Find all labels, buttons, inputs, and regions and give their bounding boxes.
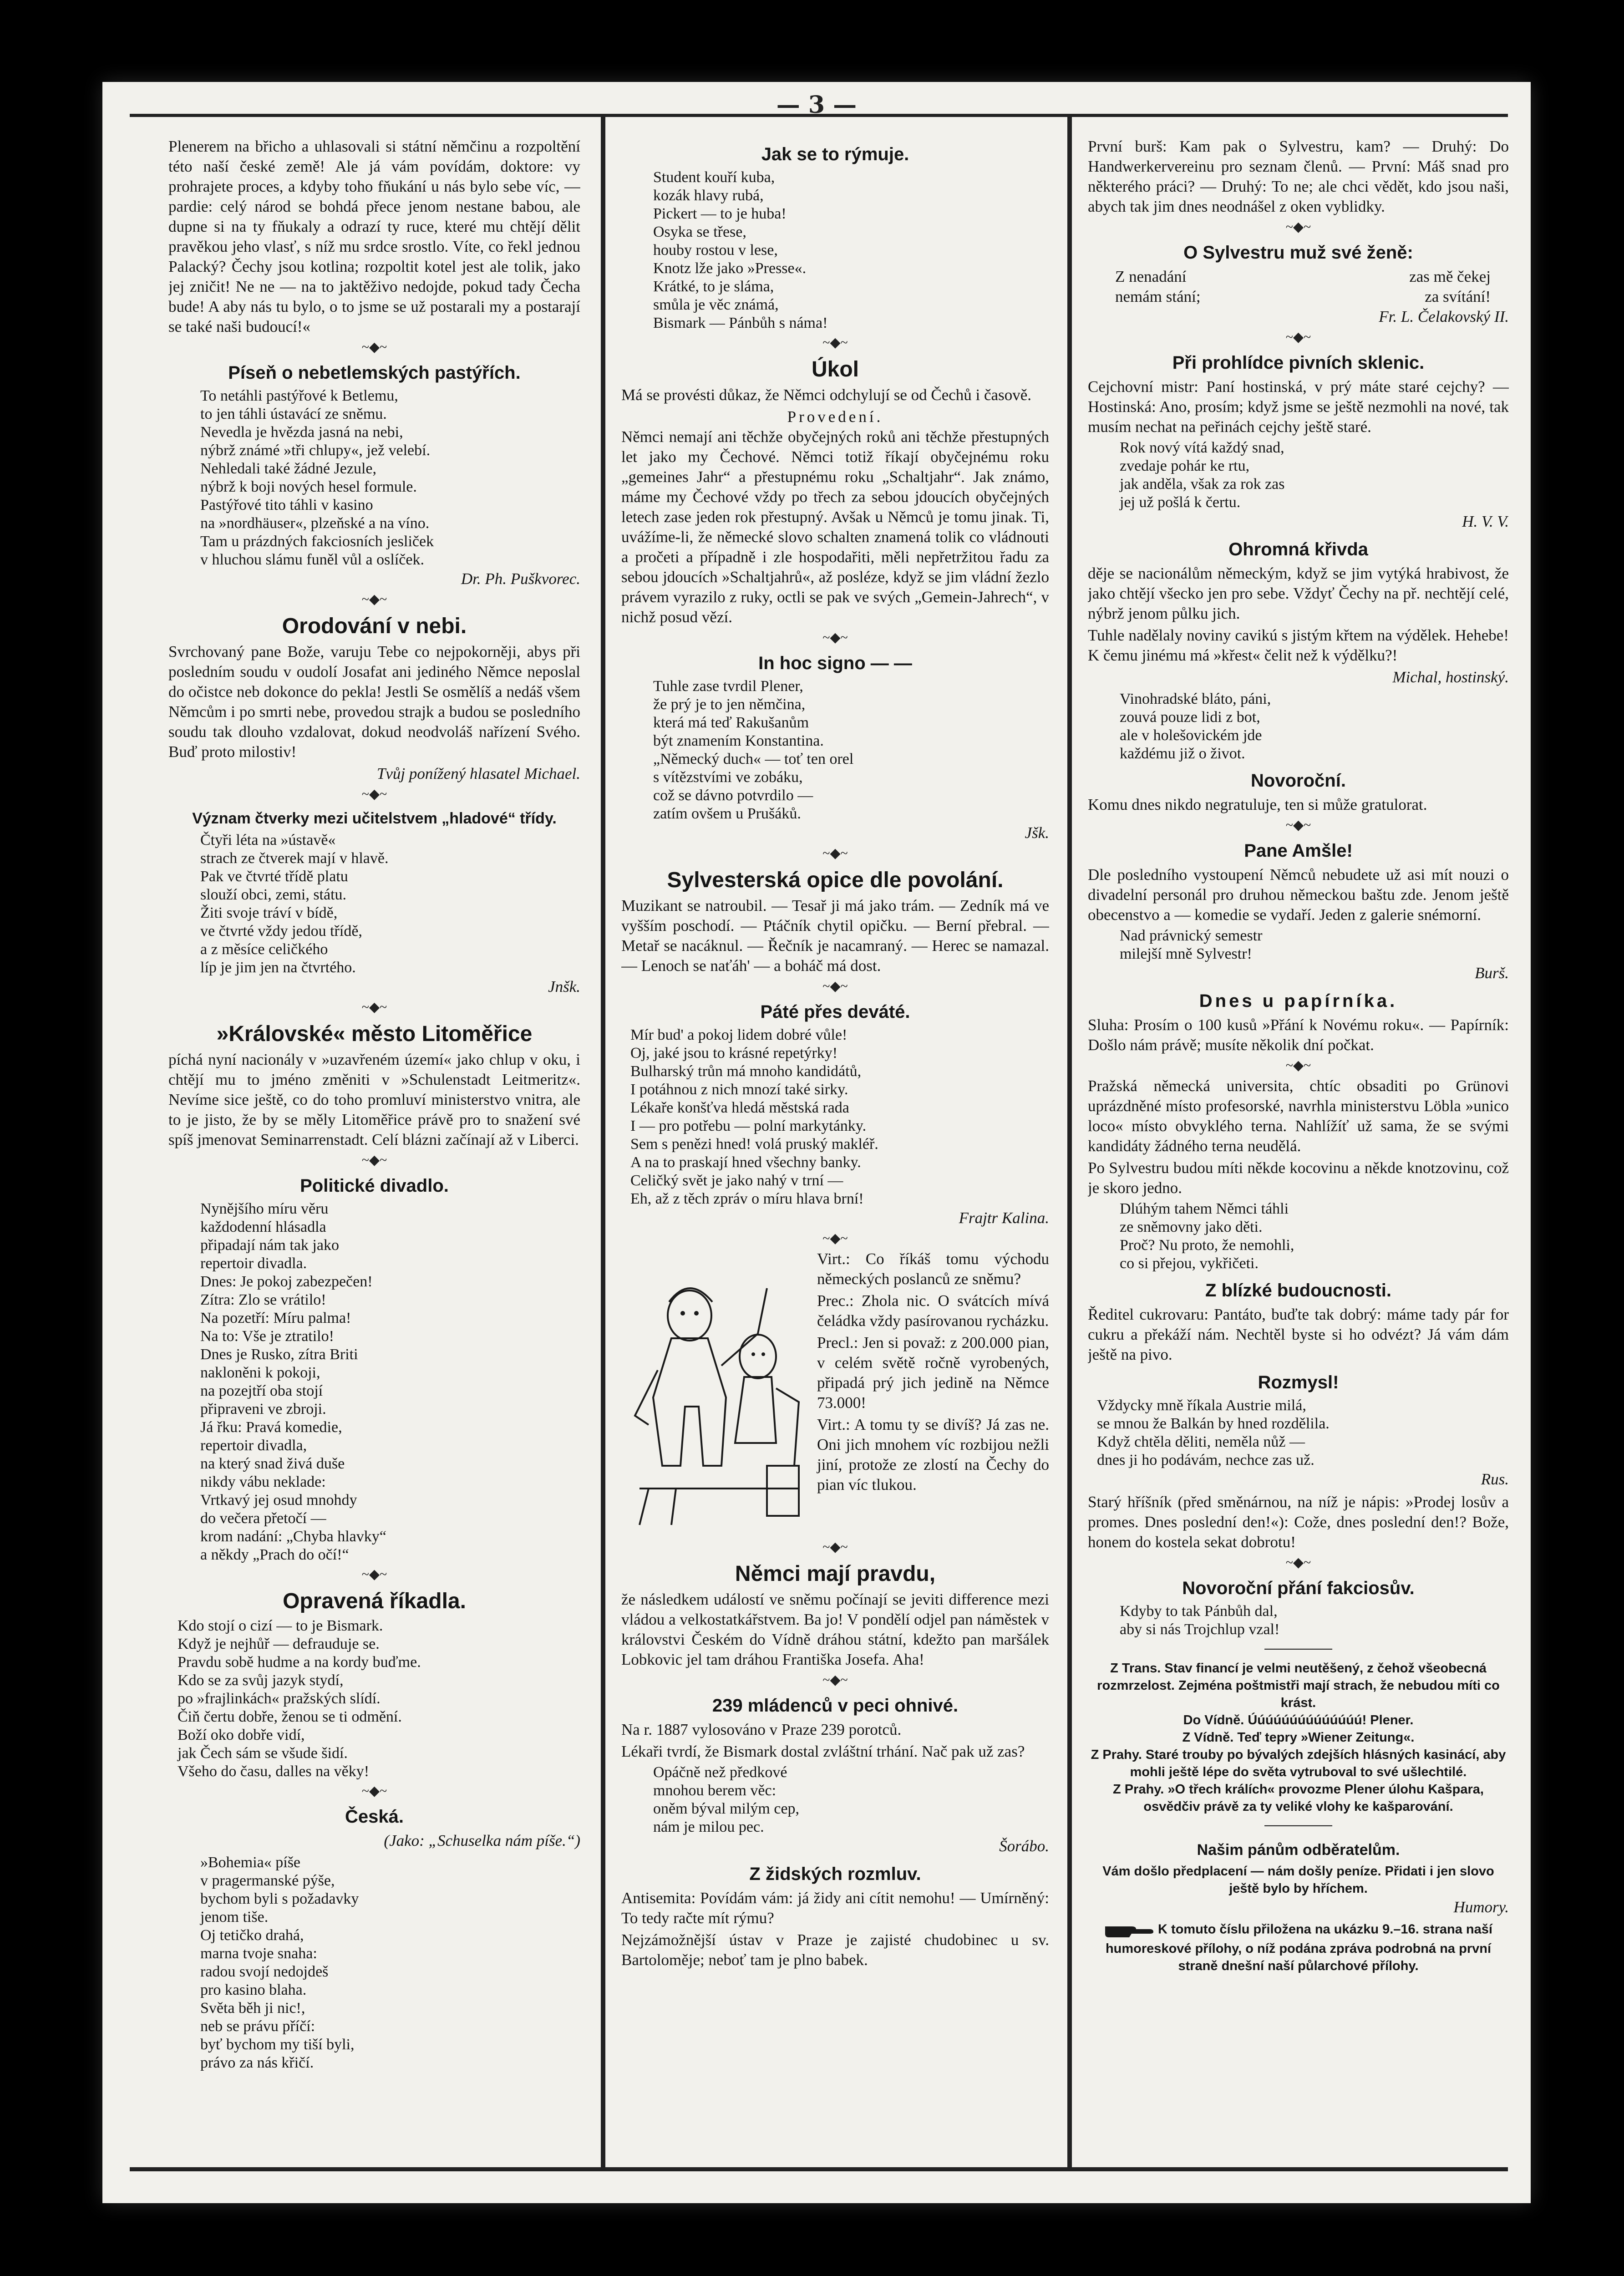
section-text: Pražská německá universita, chtíc obsaditi po Grünovi uprázdněné místo profesorské, navrhla ministerstvu Löbla »unico loco« místo obvyklého terna. Nahlížíť už sama, že se svými kandidáty žádného terna neudělá. (1088, 1077, 1509, 1155)
column-rule-2 (1067, 114, 1072, 2171)
section-title: Novoroční. (1251, 771, 1346, 791)
section-title: Páté přes deváté. (760, 1002, 910, 1022)
signature: Tvůj ponížený hlasatel Michael. (376, 765, 580, 782)
dialogue-line: Virt.: A tomu ty se divíš? Já zas ne. Oni jich mnohem víc rozbijou nežli jiní, protože ze zlostí na Čechy do pian víc tlukou. (817, 1416, 1049, 1494)
section-text: Cejchovní mistr: Paní hostinská, v prý máte staré cejchy? — Hostinská: Ano, prosím; když jsme se ještě nezmohli na nové, tak musím nechat na peřinách cejchy ještě staré. (1088, 378, 1509, 436)
intro-text: Plenerem na břicho a uhlasovali si státní němčinu a rozpoltění této naší české země! Ale já vám povídám, doktore: vy prohrajete proces, a kdyby toho fňukání u nás bylo sebe víc, — pardie: celý národ se bohdá přece jenom nestane babou, ale dupne si na ty fňukaly a odrazí ty ruce, které mu chtějí dělit pravěkou jeho vlasť, s níž mu srdce srostlo. Víte, co řekl jednou Palacký? Čechy jsou kotlina; rozpoltit kotel jest ale tolik, jako jej zničit! Ne ne — na to jaktěživo nedojde, pokud tady Čecha bude! A aby nás tu bylo, o to jsme se už postarali my a postarají se také naši budoucí!« (168, 137, 580, 335)
section-title: Úkol (811, 357, 859, 381)
signature: Frajtr Kalina. (959, 1209, 1049, 1227)
section-title: Z blízké budoucnosti. (1205, 1280, 1391, 1301)
section-text: Na r. 1887 vylosováno v Praze 239 porotců. (621, 1721, 902, 1738)
signature: Humory. (1453, 1898, 1509, 1916)
ornament-divider: ~◆~ (822, 1539, 848, 1555)
pointing-hand-icon (1104, 1920, 1154, 1940)
section-title: Význam čtverky mezi učitelstvem „hladové“ třídy. (192, 810, 557, 827)
news-item: Do Vídně. Úúúúúúúúúúúúúú! Plener. (1183, 1713, 1414, 1727)
news-item: Z Prahy. »O třech králích« provozme Plener úlohu Kašpara, osvědčiv právě za ty veliké vlohy ke kašparování. (1113, 1782, 1484, 1814)
dialogue-text: První burš: Kam pak o Sylvestru, kam? — Druhý: Do Handwerkervereinu pro seznam členů. — První: Máš snad pro některého práci? — Druhý: To ne; ale chci vědět, kdo jsou naši, abych tak jim dnes neodnášel z oken vyblidky. (1088, 137, 1509, 215)
section-title: Politické divadlo. (300, 1176, 449, 1196)
supplement-notice (1088, 1920, 1509, 1975)
section-text: píchá nyní nacionály v »uzavřeném území« jako chlup v oku, i chtějí mu to jméno změniti v »Schulenstadt Leitmeritz«. Nevíme sice ještě, co do toho promluví ministerstvo vnitra, ale to je jisto, že by se měly Litoměřice právě pro to snažení své spíš jmenovat Seminarrenstadt. Celí blázni začínají až v Liberci. (168, 1051, 580, 1148)
section-title: Novoroční přání fakciosův. (1182, 1578, 1415, 1598)
page-number: — 3 — (776, 91, 857, 119)
section-title: Píseň o nebetlemských pastýřích. (228, 363, 521, 383)
poem: Čtyři léta na »ústavě« strach ze čtverek mají v hlavě. Pak ve čtvrté třídě platu slouží obci, zemi, státu. Žiti svoje tráví v bídě, ve čtvrté vždy jedou třídě, a z měsíce celičkého líp je jim jen na čtvrtého. (200, 832, 389, 976)
poem-line: nemám stání; (1115, 288, 1201, 305)
poem: Opáčně než předkové mnohou berem věc: oněm býval milým cep, nám je milou pec. (653, 1764, 800, 1835)
ornament-divider: ~◆~ (361, 787, 387, 802)
poem: Nad právnický semestr milejší mně Sylvestr! (1120, 927, 1263, 962)
subheading: Provedení. (787, 408, 883, 426)
section-text: děje se nacionálům německým, když se jim vytýká hrabivost, že jako chtějí všecko jen pro sebe. Vždyť Čechy na př. nechtějí celé, nýbrž jenom půlku jich. (1088, 564, 1509, 622)
section-title: O Sylvestru muž své ženě: (1183, 243, 1413, 263)
section-title: Našim pánům odběratelům. (1197, 1841, 1400, 1859)
signature: H. V. V. (1462, 513, 1509, 530)
ornament-divider: ─────── (1264, 1641, 1332, 1656)
signature: Fr. L. Čelakovský II. (1379, 308, 1509, 325)
section-text: Po Sylvestru budou míti někde kocovinu a někde knotzovinu, což je skoro jedno. (1088, 1159, 1509, 1197)
section-title: Opravená říkadla. (283, 1589, 466, 1613)
section-text: Ředitel cukrovaru: Pantáto, buďte tak dobrý: máme tady pár for cukru a překáží nám. Nechtěl byste si ho odvézt? Já vám dám ještě na pivo. (1088, 1306, 1509, 1363)
signature: Šorábo. (999, 1837, 1049, 1855)
section-title: Dnes u papírníka. (1199, 991, 1398, 1011)
section-text: Muzikant se natroubil. — Tesař ji má jako trám. — Zedník má ve vyšším poschodí. — Ptáčník chytil opičku. — Berní přebral. — Metař se nacáknul. — Řečník je nacamraný. — Herec se namazal. — Lenoch se naťáh' — a boháč má dost. (621, 897, 1049, 975)
column-rule-1 (601, 114, 605, 2171)
dialogue-line: Precl.: Jen si považ: z 200.000 pian, v celém světě ročně vyrobených, připadá prý jich jedině na Němce 73.000! (817, 1334, 1049, 1412)
poem: Student kouří kuba, kozák hlavy rubá, Pickert — to je huba! Osyka se třese, houby rostou v lese, Knotz lže jako »Presse«. Krátké, to je sláma, smůla je věc známá, Bismark — Pánbůh s náma! (653, 169, 828, 331)
ornament-divider: ~◆~ (822, 979, 848, 994)
cartoon-illustration (621, 1252, 808, 1534)
news-item: Z Vídně. Teď tepry »Wiener Zeitung«. (1182, 1730, 1415, 1745)
illustrated-dialogue (621, 1249, 1049, 1537)
poem: Mír bud' a pokoj lidem dobré vůle! Oj, jaké jsou to krásné repetýrky! Bulharský trůn má mnoho kandidátů, I potáhnou z nich mnozí také sirky. Lékaře konšťva hledá městská rada I — pro potřebu — polní markytánky. Sem s penězi hned! volá pruský makléř. A na to praskají hned všechny banky. Celičký svět je jako nahý v trní — Eh, až z těch zpráv o míru hlava brní! (630, 1026, 878, 1207)
poem: »Bohemia« píše v pragermanské pýše, bychom byli s požadavky jenom tiše. Oj tetičko drahá, marna tvoje snaha: radou svojí nedojdeš pro kasino blaha. Světa běh ji nic!, neb se právu příčí: byť bychom my tiší byli, právo za nás křičí. (200, 1854, 359, 2071)
section-text: Tuhle nadělaly noviny cavikú s jistým křtem na výdělek. Hehebe! K čemu jinému má »křest« čelit než k výdělku?! (1088, 626, 1509, 664)
section-text: Má se provésti důkaz, že Němci odchylují se od Čechů i časově. (621, 386, 1031, 404)
dialogue-line: Prec.: Zhola nic. O svátcích mívá čeládka vždy pasírovanou rycházku. (817, 1292, 1049, 1330)
supplement-text: K tomuto číslu přiložena na ukázku 9.–16. strana naší humoreskové přílohy, o níž podána zpráva podrobná na první straně dnešní naší půlarchové přílohy. (1105, 1922, 1492, 1973)
ornament-divider: ~◆~ (822, 335, 848, 350)
signature: Jnšk. (548, 978, 580, 996)
section-title: Němci mají pravdu, (735, 1562, 936, 1586)
section-text: Němci nemají ani těchže obyčejných roků ani těchže přestupných let jako my Čechové. Němci totiž říkají obyčejnému roku „gemeines Jahr“ a přestupnému roku „Schaltjahr“. Jak známo, máme my Čechové vždy po třech za sebou jdoucích obyčejných letech zase jeden rok přestupný. Avšak u Němců je tomu jinak. Ti, uvážíme-li, že německé slovo schalten znamená tolik co vládnouti a pročeti a případně i zle hospodařiti, měli nepřetržitou řadu za sebou jdoucích »Schaltjahrů«, až posléze, když se jim vládní žezlo právem vyrazilo z ruky, octli se pak ve svých „Gemein-Jahrech“, v nichž posud vězí. (621, 428, 1049, 626)
ornament-divider: ~◆~ (361, 340, 387, 355)
poem: Vždycky mně říkala Austrie milá, se mnou že Balkán by hned rozdělila. Když chtěla děliti, neměla nůž — dnes ji ho podávám, nechce zas už. (1097, 1397, 1330, 1468)
section-text: Starý hříšník (před směnárnou, na níž je nápis: »Prodej losův a promes. Dnes poslední den!«): Cože, dnes poslední den!? Bože, honem do kostela sekat dobrotu! (1088, 1493, 1509, 1551)
section-title: Při prohlídce pivních sklenic. (1172, 353, 1425, 373)
section-text: Nejzámožnější ústav v Praze je zajisté chudobinec u sv. Bartoloměje; neboť tam je plno babek. (621, 1931, 1049, 1969)
section-title: Jak se to rýmuje. (761, 144, 909, 164)
section-text: Komu dnes nikdo negratuluje, ten si může gratulorat. (1088, 796, 1427, 813)
section-text: Svrchovaný pane Bože, varuju Tebe co nejpokorněji, abys při posledním soudu v oudolí Josafat ani jediného Němce neposlal do očistce neb dokonce do pekla! Jestli Se osmělíš a nedáš všem Němcům i po smrti nebe, provedou strajk a budou se posledního soudu tak dlouho vzdalovat, dokud neodvoláš nařízení Svého. Buď proto milostiv! (168, 643, 580, 761)
poem-line: Z nenadání (1115, 268, 1187, 285)
section-text: Dle posledního vystoupení Němců nebudete už asi mít nouzi o divadelní personál pro druhou německou baštu zde. Jenom ještě obecenstvo a — komedie se vydaří. Jeden z galerie snémorní. (1088, 866, 1509, 924)
ornament-divider: ~◆~ (1285, 1555, 1311, 1570)
section-title: Sylvesterská opice dle povolání. (667, 868, 1004, 892)
note: (Jako: „Schuselka nám píše.“) (384, 1832, 580, 1849)
section-title: »Královské« město Litoměřice (216, 1022, 533, 1046)
news-item: Z Trans. Stav financí je velmi neutěšený, z čehož všeobecná rozmrzelost. Zejména poštmistři mají strach, že nebudou míti co krást. (1097, 1661, 1500, 1710)
signature: Dr. Ph. Puškvorec. (461, 570, 580, 588)
column-1 (168, 137, 580, 2072)
signature: Michal, hostinský. (1392, 668, 1509, 686)
poem: To netáhli pastýřové k Betlemu, to jen táhli ústavácí ze sněmu. Nevedla je hvězda jasná na nebi, nýbrž známé »tři chlupy«, jež velebí. Nehledali také žádné Jezule, nýbrž k boji nových hesel formule. Pastýřové tito táhli v kasino na »nordhäuser«, plzeňské a na víno. Tam u prázdných fakciosních jesliček v hluchou slámu funěl vůl a oslíček. (200, 387, 434, 568)
section-text: že následkem událostí ve sněmu počínají se jeviti difference mezi vládou a velkostatkářstvem. Ba jo! V pondělí odjel pan náměstek v královstvi Českém do Vídně dráhou státní, kdežto pan maršálek Lobkovic jel tam dráhou Františka Josefa. Aha! (621, 1590, 1049, 1668)
ornament-divider: ~◆~ (1285, 818, 1311, 833)
poem-line: zas mě čekej (1409, 268, 1491, 285)
ornament-divider: ~◆~ (361, 592, 387, 607)
section-text: Lékaři tvrdí, že Bismark dostal zvláštní trhání. Nač pak už zas? (621, 1743, 1025, 1760)
ornament-divider: ~◆~ (361, 1000, 387, 1015)
section-title: Z židských rozmluv. (749, 1864, 921, 1884)
newspaper-page (102, 82, 1531, 2203)
poem: Kdo stojí o cizí — to je Bismark. Když je nejhůř — defrauduje se. Pravdu sobě hudme a na kordy buďme. Kdo se za svůj jazyk stydí, po »frajlinkách« pražských slídí. Čiň čertu dobře, ženou se ti odmění. Boží oko dobře vidí, jak Čech sám se všude šidí. Všeho do času, dalles na věky! (178, 1617, 421, 1780)
section-title: In hoc signo — — (758, 653, 912, 673)
signature: Rus. (1481, 1470, 1509, 1488)
ornament-divider: ~◆~ (361, 1567, 387, 1582)
signature: Burš. (1475, 964, 1509, 982)
column-2 (621, 137, 1049, 1972)
ornament-divider: ~◆~ (1285, 1058, 1311, 1073)
section-title: Česká. (345, 1807, 404, 1827)
section-title: Ohromná křivda (1228, 539, 1368, 559)
poem: Vinohradské bláto, páni, zouvá pouze lidi z bot, ale v holešovickém jde každému již o život. (1120, 691, 1271, 762)
ornament-divider: ~◆~ (822, 846, 848, 861)
ornament-divider: ~◆~ (1285, 219, 1311, 234)
poem-row (1088, 287, 1509, 307)
ornament-divider: ~◆~ (822, 630, 848, 645)
ornament-divider: ~◆~ (822, 1231, 848, 1246)
news-item: Vám došlo předplacení — nám došly peníze. Přidati i jen slovo ještě bylo by hříchem. (1102, 1864, 1494, 1896)
section-title: Orodování v nebi. (282, 614, 467, 638)
ornament-divider: ─────── (1264, 1818, 1332, 1833)
column-3 (1088, 137, 1509, 1975)
poem: Rok nový vítá každý snad, zvedaje pohár ke rtu, jak anděla, však za rok zas jej už pošlá k čertu. (1120, 439, 1285, 511)
poem-line: za svítání! (1425, 288, 1491, 305)
poem: Kdyby to tak Pánbůh dal, aby si nás Trojchlup vzal! (1120, 1603, 1280, 1638)
poem-row (1088, 267, 1509, 287)
poem: Nynějšího míru věru každodenní hlásadla připadají nám tak jako repertoir divadla. Dnes: Je pokoj zabezpečen! Zítra: Zlo se vrátilo! Na pozetří: Míru palma! Na to: Vše je ztratilo! Dnes je Rusko, zítra Briti nakloněni k pokoji, na pozejtří oba stojí připraveni ve zbroji. Já řku: Pravá komedie, repertoir divadla, na který snad živá duše nikdy vábu neklade: Vrtkavý jej osud mnohdy do večera přetočí — krom nadání: „Chyba hlavky“ a někdy „Prach do očí!“ (200, 1200, 386, 1563)
news-item: Z Prahy. Staré trouby po bývalých zdejších hlásných kasinácí, aby mohli ještě lépe do světa vytruboval to své ušlechtilé. (1091, 1748, 1506, 1779)
dialogue-line: Virt.: Co říkáš tomu východu německých poslanců ze sněmu? (817, 1250, 1049, 1288)
ornament-divider: ~◆~ (1285, 330, 1311, 345)
section-text: Sluha: Prosím o 100 kusů »Přání k Novému roku«. — Papírník: Došlo nám právě; musíte několik dní počkat. (1088, 1016, 1509, 1054)
ornament-divider: ~◆~ (361, 1153, 387, 1168)
section-text: Antisemita: Povídám vám: já židy ani cítit nemohu! — Umírněný: To tedy račte mít rýmu? (621, 1889, 1049, 1927)
ornament-divider: ~◆~ (822, 1672, 848, 1687)
poem: Tuhle zase tvrdil Plener, že prý je to jen němčina, která má teď Rakušanům být znamením Konstantina. „Německý duch« — toť ten orel s vítězstvími ve zobáku, což se dávno potvrdilo — zatím ovšem u Prušáků. (653, 678, 854, 822)
poem: Dlúhým tahem Němci táhli ze sněmovny jako děti. Proč? Nu proto, že nemohli, co si přejou, vykřičeti. (1120, 1200, 1294, 1272)
ornament-divider: ~◆~ (361, 1783, 387, 1798)
section-title: Rozmysl! (1258, 1372, 1339, 1392)
signature: Jšk. (1025, 824, 1049, 842)
section-title: 239 mládenců v peci ohnivé. (712, 1696, 959, 1716)
section-title: Pane Amšle! (1244, 841, 1353, 861)
